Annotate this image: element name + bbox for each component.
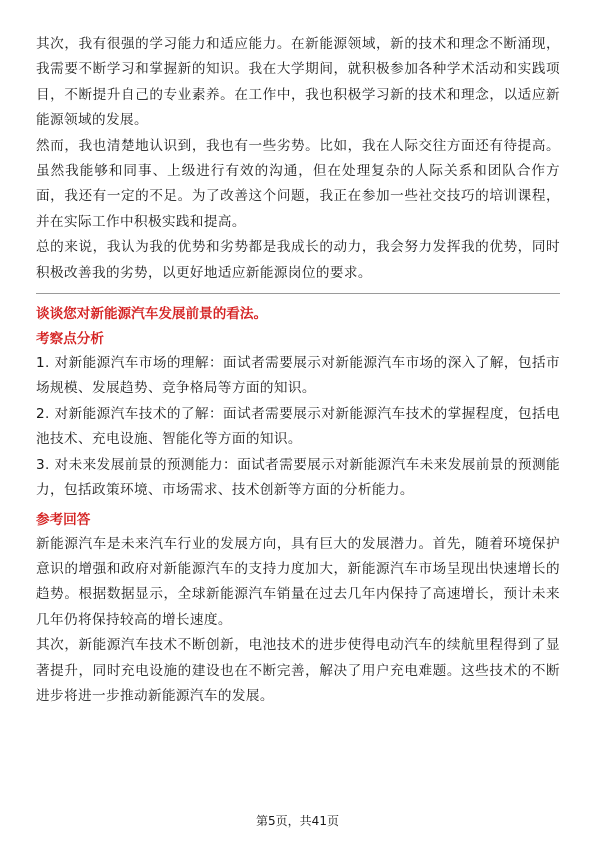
page-footer: 第5页，共41页: [256, 814, 339, 828]
analysis-point-2: 2. 对新能源汽车技术的了解：面试者需要展示对新能源汽车技术的掌握程度，包括电池技术、充电设施、智能化等方面的知识。: [36, 405, 560, 448]
analysis-point-1: 1. 对新能源汽车市场的理解：面试者需要展示对新能源汽车市场的深入了解，包括市场规模、发展趋势、竞争格局等方面的知识。: [36, 355, 560, 397]
prev-answer-paragraph-2: 然而，我也清楚地认识到，我也有一些劣势。比如，我在人际交往方面还有待提高。虽然我能够和同事、上级进行有效的沟通，但在处理复杂的人际关系和团队合作方面，我还有一定的不足。为了改善这个问题，我正在参加一些社交技巧的培训课程，并在实际工作中积极实践和提高。: [36, 137, 560, 230]
answer-heading: 参考回答: [36, 511, 91, 528]
analysis-heading: 考察点分析: [36, 331, 104, 348]
prev-answer-paragraph-3: 总的来说，我认为我的优势和劣势都是我成长的动力，我会努力发挥我的优势，同时积极改善我的劣势，以更好地适应新能源岗位的要求。: [36, 239, 560, 281]
answer-paragraph-2: 其次，新能源汽车技术不断创新，电池技术的进步使得电动汽车的续航里程得到了显著提升，同时充电设施的建设也在不断完善，解决了用户充电难题。这些技术的不断进步将进一步推动新能源汽车的发展。: [36, 637, 560, 704]
answer-paragraph-1: 新能源汽车是未来汽车行业的发展方向，具有巨大的发展潜力。首先，随着环境保护意识的增强和政府对新能源汽车的支持力度加大，新能源汽车市场呈现出快速增长的趋势。根据数据显示，全球新能源汽车销量在过去几年内保持了高速增长，预计未来几年仍将保持较高的增长速度。: [36, 535, 560, 628]
question-title: 谈谈您对新能源汽车发展前景的看法。: [36, 306, 268, 323]
section-divider: [36, 293, 560, 294]
prev-answer-paragraph-1: 其次，我有很强的学习能力和适应能力。在新能源领域，新的技术和理念不断涌现，我需要不断学习和掌握新的知识。我在大学期间，就积极参加各种学术活动和实践项目，不断提升自己的专业素养。在工作中，我也积极学习新的技术和理念，以适应新能源领域的发展。: [36, 36, 560, 129]
page-content: [36, 32, 560, 709]
analysis-point-3: 3. 对未来发展前景的预测能力：面试者需要展示对新能源汽车未来发展前景的预测能力，包括政策环境、市场需求、技术创新等方面的分析能力。: [36, 456, 560, 499]
